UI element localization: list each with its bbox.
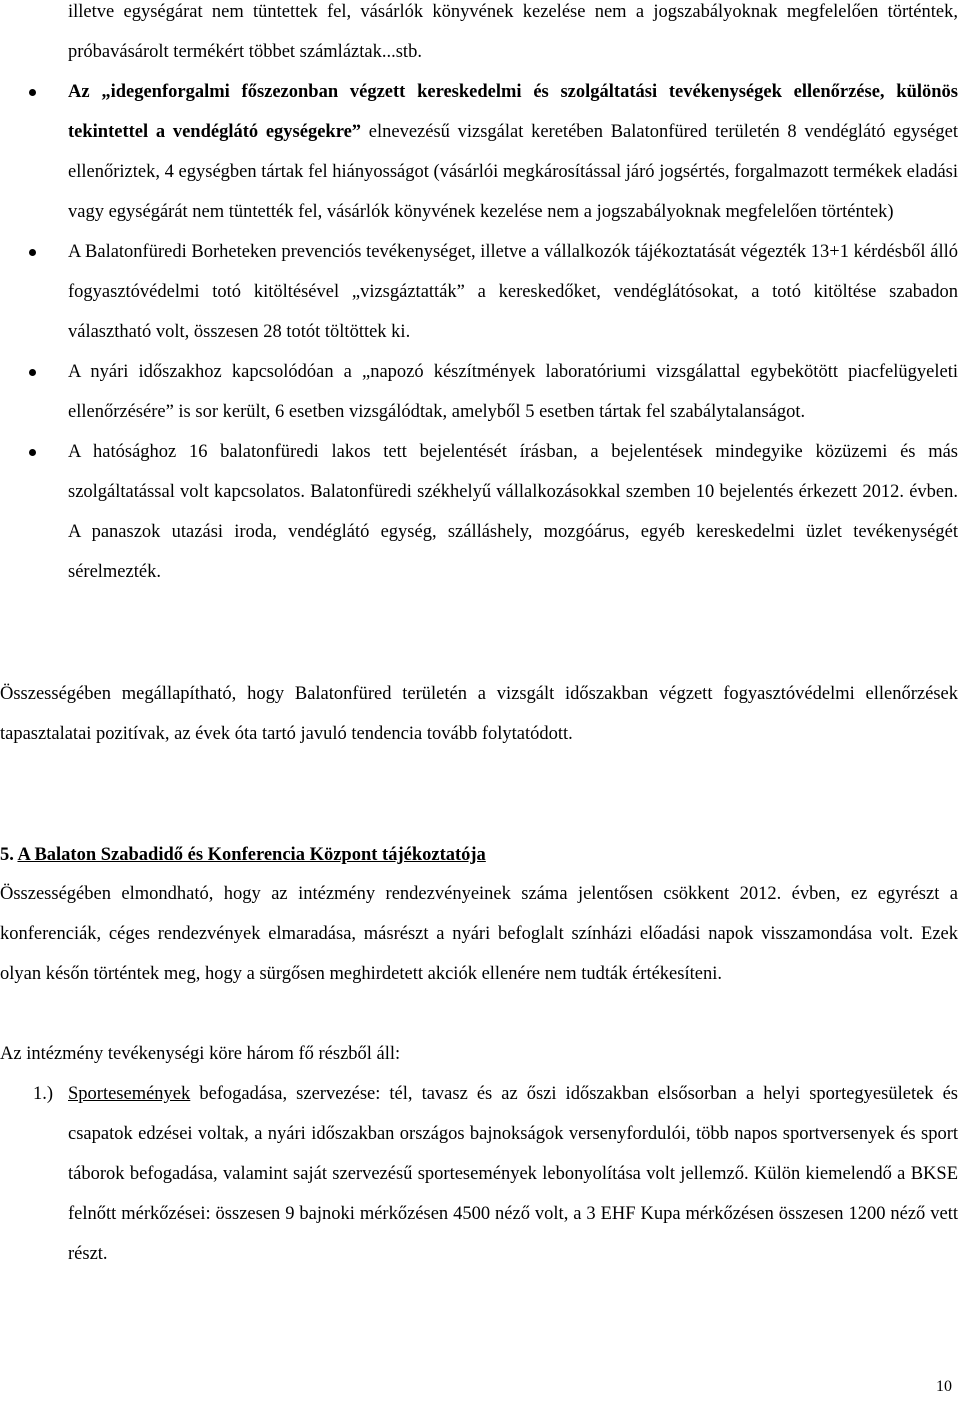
paragraph-1: Összességében elmondható, hogy az intézmény rendezvényeinek száma jelentősen csökkent 2012. évben, ez egyrészt a konferenciák, céges rendezvények elmaradása, másrészt a nyári befoglalt színházi előadási napok visszamondása volt. Ezek olyan későn történtek meg, hogy a sürgősen meghirdetett akciók ellenére nem tudták értékesíteni. <box>0 884 958 984</box>
bullet-list <box>0 72 960 592</box>
page-number: 10 <box>936 1378 952 1395</box>
bullet-item <box>0 432 958 592</box>
bullet-text: elnevezésű vizsgálat keretében Balatonfüred területén 8 vendéglátó egységet ellenőriztek, 4 egységben tártak fel hiányosságot (vásárlói megkárosítással járó jogsértés, forgalmazott termékek eladási vagy egységárát nem tüntették fel, vásárlók könyvének kezelése nem a jogszabályoknak megfelelően történtek) <box>68 122 958 222</box>
list-number: 1.) <box>33 1084 54 1104</box>
bullet-bold-text: Az „idegenforgalmi főszezonban végzett kereskedelmi és szolgáltatási tevékenységek ellenőrzése, különös tekintettel a vendéglátó egységekre” <box>68 82 958 142</box>
bullet-icon <box>29 89 36 96</box>
bullet-icon <box>29 249 36 256</box>
bullet-text: A nyári időszakhoz kapcsolódóan a „napozó készítmények laboratóriumi vizsgálattal egybekötött piacfelügyeleti ellenőrzésére” is sor került, 6 esetben vizsgálódtak, amelyből 5 esetben tártak fel szabálytalanságot. <box>68 362 958 422</box>
bullet-item <box>0 232 958 352</box>
bullet-icon <box>29 369 36 376</box>
section-title: A Balaton Szabadidő és Konferencia Központ tájékoztatója <box>17 845 486 865</box>
bullet-text: A Balatonfüredi Borheteken prevenciós tevékenységet, illetve a vállalkozók tájékoztatását végezték 13+1 kérdésből álló fogyasztóvédelmi totó kitöltésével „vizsgáztatták” a kereskedőket, vendéglátósokat, a totó kitöltése szabadon választható volt, összesen 28 totót töltöttek ki. <box>68 242 958 342</box>
bullet-icon <box>29 449 36 456</box>
list-item-text: befogadása, szervezése: tél, tavasz és az őszi időszakban elsősorban a helyi sportegyesületek és csapatok edzései voltak, a nyári időszakban országos bajnokságok versenyfordulói, több napos sportversenyek és sport táborok befogadása, valamint saját szervezésű sportesemények lebonyolítása volt jellemző. Külön kiemelendő a BKSE felnőtt mérkőzései: összesen 9 bajnoki mérkőzésen 4500 néző volt, a 3 EHF Kupa mérkőzésen összesen 1200 néző vett részt. <box>68 1084 958 1264</box>
continuation-text: illetve egységárat nem tüntettek fel, vásárlók könyvének kezelése nem a jogszabályoknak megfelelően történtek, próbavásárolt termékért többet számláztak...stb. <box>68 2 958 62</box>
summary-paragraph: Összességében megállapítható, hogy Balatonfüred területén a vizsgált időszakban végzett fogyasztóvédelmi ellenőrzések tapasztalatai pozitívak, az évek óta tartó javuló tendencia tovább folytatódott. <box>0 684 958 744</box>
paragraph-2: Az intézmény tevékenységi köre három fő részből áll: <box>0 1044 401 1064</box>
section-number: 5. <box>0 845 14 865</box>
list-item-body <box>68 1074 958 1274</box>
bullet-item <box>0 352 958 432</box>
list-item-underlined: Sportesemények <box>68 1084 191 1104</box>
section-heading <box>0 835 486 875</box>
bullet-text: A hatósághoz 16 balatonfüredi lakos tett bejelentését írásban, a bejelentések mindegyike közüzemi és más szolgáltatással volt kapcsolatos. Balatonfüredi székhelyű vállalkozásokkal szemben 10 bejelentés érkezett 2012. évben. A panaszok utazási iroda, vendéglátó egység, szálláshely, mozgóárus, egyéb kereskedelmi üzlet tevékenységét sérelmezték. <box>68 442 958 582</box>
bullet-item <box>0 72 958 232</box>
